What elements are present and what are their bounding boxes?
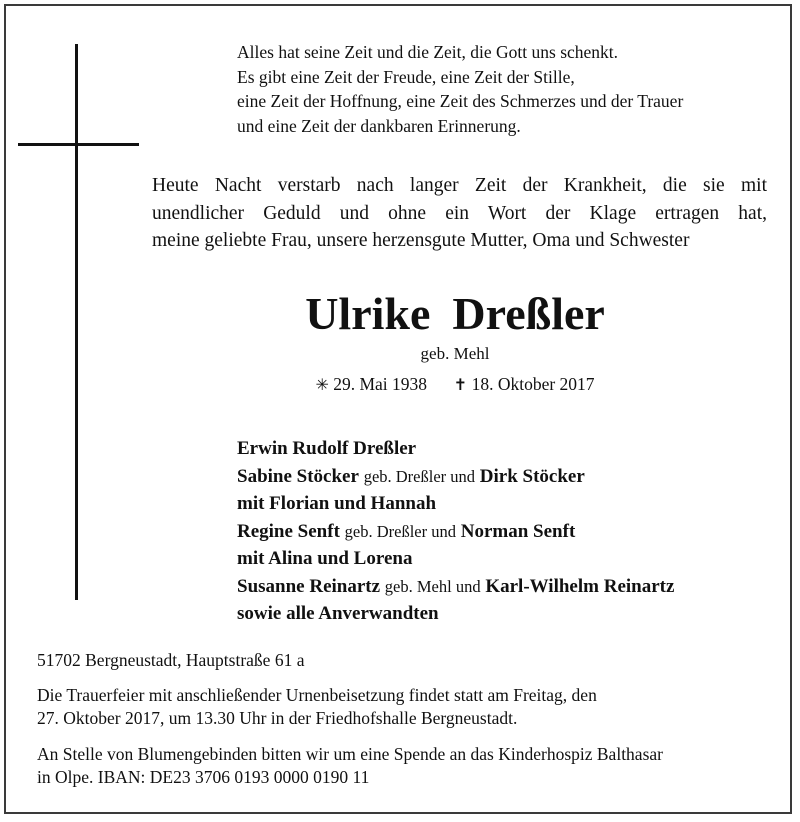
family-line: Susanne Reinartz geb. Mehl und Karl-Wilhelm Reinartz — [237, 575, 675, 597]
death-date: 18. Oktober 2017 — [471, 374, 595, 394]
deceased-first-name: Ulrike — [305, 288, 431, 339]
maiden-name: geb. Mehl — [420, 344, 490, 363]
deceased-name — [0, 286, 800, 342]
quote-line: Es gibt eine Zeit der Freude, eine Zeit der Stille, — [237, 66, 575, 87]
donation-line: in Olpe. IBAN: DE23 3706 0193 0000 0190 11 — [37, 767, 370, 787]
family-line: sowie alle Anverwandten — [237, 603, 439, 624]
deceased-last-name: Dreßler — [452, 288, 605, 339]
intro-line: Heute Nacht verstarb nach langer Zeit der Krankheit, die sie mit — [152, 175, 767, 196]
family-line: Sabine Stöcker geb. Dreßler und Dirk Stöcker — [237, 465, 585, 487]
ceremony-info — [37, 684, 777, 730]
address: 51702 Bergneustadt, Hauptstraße 61 a — [37, 650, 305, 670]
ceremony-line: Die Trauerfeier mit anschließender Urnenbeisetzung findet statt am Freitag, den — [37, 685, 597, 705]
life-dates — [0, 372, 800, 397]
quote-line: eine Zeit der Hoffnung, eine Zeit des Schmerzes und der Trauer — [237, 91, 684, 111]
donation-line: An Stelle von Blumengebinden bitten wir um eine Spende an das Kinderhospiz Balthasar — [37, 744, 663, 764]
cross-horizontal-bar — [18, 143, 139, 146]
family-line: mit Alina und Lorena — [237, 548, 413, 569]
intro-text — [152, 172, 767, 255]
intro-line: unendlicher Geduld und ohne ein Wort der Klage ertragen hat, — [152, 202, 767, 224]
ceremony-line: 27. Oktober 2017, um 13.30 Uhr in der Friedhofshalle Bergneustadt. — [37, 708, 518, 728]
quote-line: Alles hat seine Zeit und die Zeit, die Gott uns schenkt. — [237, 42, 619, 62]
donation-info — [37, 743, 777, 789]
intro-line: meine geliebte Frau, unsere herzensgute Mutter, Oma und Schwester — [152, 230, 690, 251]
birth-star-icon: ✳ — [315, 375, 329, 394]
family-signatories — [237, 435, 782, 628]
family-line: Erwin Rudolf Dreßler — [237, 438, 417, 459]
family-line: mit Florian und Hannah — [237, 493, 437, 514]
opening-quote — [237, 40, 777, 138]
birth-date: 29. Mai 1938 — [333, 374, 428, 394]
death-cross-icon: ✝ — [453, 375, 468, 394]
quote-line: und eine Zeit der dankbaren Erinnerung. — [237, 115, 521, 136]
family-line: Regine Senft geb. Dreßler und Norman Senft — [237, 520, 576, 542]
